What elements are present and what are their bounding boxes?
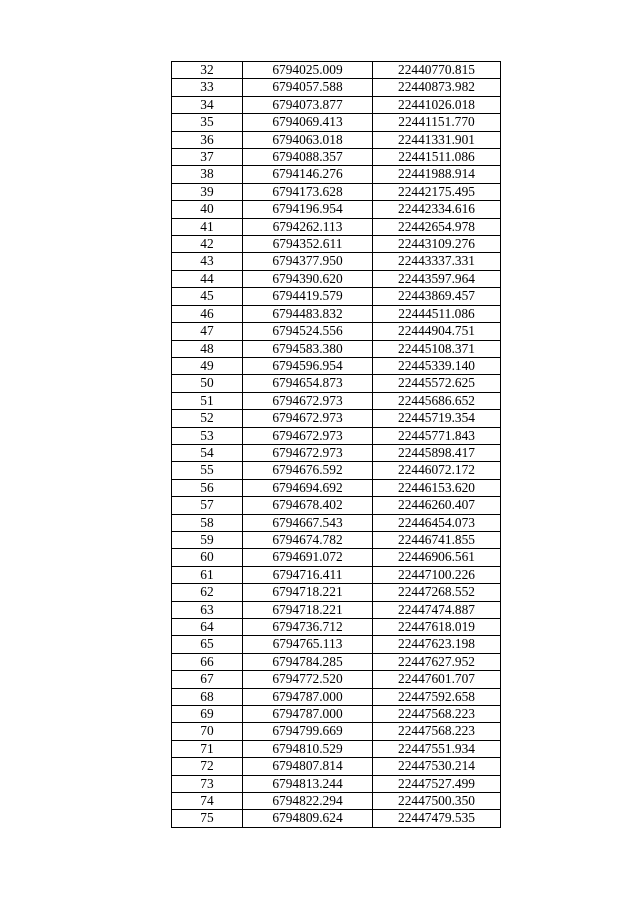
table-row [172, 392, 501, 409]
point-number-cell: 53 [172, 427, 243, 444]
table-row [172, 758, 501, 775]
x-coordinate-cell: 6794390.620 [243, 270, 373, 287]
table-row [172, 236, 501, 253]
table-row [172, 671, 501, 688]
point-number-cell: 63 [172, 601, 243, 618]
table-row [172, 740, 501, 757]
x-coordinate-cell: 6794718.221 [243, 601, 373, 618]
table-row [172, 427, 501, 444]
x-coordinate-cell: 6794088.357 [243, 149, 373, 166]
table-row [172, 462, 501, 479]
table-row [172, 514, 501, 531]
x-coordinate-cell: 6794765.113 [243, 636, 373, 653]
x-coordinate-cell: 6794787.000 [243, 688, 373, 705]
point-number-cell: 73 [172, 775, 243, 792]
y-coordinate-cell: 22447551.934 [373, 740, 501, 757]
y-coordinate-cell: 22445108.371 [373, 340, 501, 357]
x-coordinate-cell: 6794807.814 [243, 758, 373, 775]
point-number-cell: 70 [172, 723, 243, 740]
table-row [172, 375, 501, 392]
point-number-cell: 71 [172, 740, 243, 757]
y-coordinate-cell: 22447568.223 [373, 723, 501, 740]
y-coordinate-cell: 22441151.770 [373, 114, 501, 131]
point-number-cell: 46 [172, 305, 243, 322]
y-coordinate-cell: 22447601.707 [373, 671, 501, 688]
point-number-cell: 65 [172, 636, 243, 653]
point-number-cell: 72 [172, 758, 243, 775]
y-coordinate-cell: 22446072.172 [373, 462, 501, 479]
y-coordinate-cell: 22443109.276 [373, 236, 501, 253]
x-coordinate-cell: 6794483.832 [243, 305, 373, 322]
y-coordinate-cell: 22447268.552 [373, 584, 501, 601]
x-coordinate-cell: 6794377.950 [243, 253, 373, 270]
point-number-cell: 54 [172, 444, 243, 461]
point-number-cell: 57 [172, 497, 243, 514]
table-row [172, 619, 501, 636]
x-coordinate-cell: 6794822.294 [243, 793, 373, 810]
point-number-cell: 49 [172, 357, 243, 374]
point-number-cell: 69 [172, 706, 243, 723]
x-coordinate-cell: 6794799.669 [243, 723, 373, 740]
x-coordinate-cell: 6794196.954 [243, 201, 373, 218]
y-coordinate-cell: 22447500.350 [373, 793, 501, 810]
table-row [172, 531, 501, 548]
y-coordinate-cell: 22445572.625 [373, 375, 501, 392]
table-row [172, 114, 501, 131]
y-coordinate-cell: 22442654.978 [373, 218, 501, 235]
y-coordinate-cell: 22446454.073 [373, 514, 501, 531]
point-number-cell: 55 [172, 462, 243, 479]
y-coordinate-cell: 22447100.226 [373, 566, 501, 583]
x-coordinate-cell: 6794736.712 [243, 619, 373, 636]
x-coordinate-cell: 6794716.411 [243, 566, 373, 583]
point-number-cell: 60 [172, 549, 243, 566]
y-coordinate-cell: 22445771.843 [373, 427, 501, 444]
point-number-cell: 47 [172, 323, 243, 340]
point-number-cell: 67 [172, 671, 243, 688]
table-row [172, 706, 501, 723]
table-row [172, 775, 501, 792]
point-number-cell: 66 [172, 653, 243, 670]
x-coordinate-cell: 6794784.285 [243, 653, 373, 670]
point-number-cell: 59 [172, 531, 243, 548]
point-number-cell: 62 [172, 584, 243, 601]
x-coordinate-cell: 6794583.380 [243, 340, 373, 357]
y-coordinate-cell: 22441331.901 [373, 131, 501, 148]
table-row [172, 305, 501, 322]
table-row [172, 79, 501, 96]
point-number-cell: 41 [172, 218, 243, 235]
point-number-cell: 50 [172, 375, 243, 392]
table-row [172, 723, 501, 740]
y-coordinate-cell: 22442334.616 [373, 201, 501, 218]
x-coordinate-cell: 6794063.018 [243, 131, 373, 148]
x-coordinate-cell: 6794672.973 [243, 410, 373, 427]
point-number-cell: 61 [172, 566, 243, 583]
table-row [172, 149, 501, 166]
x-coordinate-cell: 6794262.113 [243, 218, 373, 235]
x-coordinate-cell: 6794813.244 [243, 775, 373, 792]
x-coordinate-cell: 6794694.692 [243, 479, 373, 496]
point-number-cell: 32 [172, 62, 243, 79]
table-row [172, 410, 501, 427]
point-number-cell: 43 [172, 253, 243, 270]
y-coordinate-cell: 22444511.086 [373, 305, 501, 322]
point-number-cell: 39 [172, 183, 243, 200]
table-row [172, 549, 501, 566]
table-row [172, 497, 501, 514]
x-coordinate-cell: 6794672.973 [243, 427, 373, 444]
table-row [172, 444, 501, 461]
y-coordinate-cell: 22447568.223 [373, 706, 501, 723]
y-coordinate-cell: 22441511.086 [373, 149, 501, 166]
x-coordinate-cell: 6794419.579 [243, 288, 373, 305]
table-row [172, 636, 501, 653]
point-number-cell: 40 [172, 201, 243, 218]
x-coordinate-cell: 6794173.628 [243, 183, 373, 200]
y-coordinate-cell: 22445686.652 [373, 392, 501, 409]
y-coordinate-cell: 22446906.561 [373, 549, 501, 566]
y-coordinate-cell: 22447592.658 [373, 688, 501, 705]
x-coordinate-cell: 6794718.221 [243, 584, 373, 601]
table-row [172, 357, 501, 374]
x-coordinate-cell: 6794667.543 [243, 514, 373, 531]
table-row [172, 183, 501, 200]
y-coordinate-cell: 22447627.952 [373, 653, 501, 670]
y-coordinate-cell: 22442175.495 [373, 183, 501, 200]
table-row [172, 688, 501, 705]
point-number-cell: 35 [172, 114, 243, 131]
table-row [172, 566, 501, 583]
point-number-cell: 34 [172, 96, 243, 113]
table-row [172, 253, 501, 270]
point-number-cell: 64 [172, 619, 243, 636]
x-coordinate-cell: 6794672.973 [243, 444, 373, 461]
y-coordinate-cell: 22443597.964 [373, 270, 501, 287]
x-coordinate-cell: 6794352.611 [243, 236, 373, 253]
point-number-cell: 52 [172, 410, 243, 427]
y-coordinate-cell: 22443337.331 [373, 253, 501, 270]
point-number-cell: 51 [172, 392, 243, 409]
table-row [172, 131, 501, 148]
table-row [172, 166, 501, 183]
table-row [172, 340, 501, 357]
point-number-cell: 38 [172, 166, 243, 183]
y-coordinate-cell: 22443869.457 [373, 288, 501, 305]
table-row [172, 270, 501, 287]
table-row [172, 479, 501, 496]
x-coordinate-cell: 6794654.873 [243, 375, 373, 392]
y-coordinate-cell: 22446260.407 [373, 497, 501, 514]
x-coordinate-cell: 6794676.592 [243, 462, 373, 479]
coordinates-table-body [172, 62, 501, 828]
table-row [172, 323, 501, 340]
y-coordinate-cell: 22445719.354 [373, 410, 501, 427]
y-coordinate-cell: 22441026.018 [373, 96, 501, 113]
table-row [172, 810, 501, 827]
point-number-cell: 48 [172, 340, 243, 357]
table-row [172, 653, 501, 670]
x-coordinate-cell: 6794691.072 [243, 549, 373, 566]
table-row [172, 793, 501, 810]
table-row [172, 62, 501, 79]
table-row [172, 601, 501, 618]
table-row [172, 96, 501, 113]
x-coordinate-cell: 6794146.276 [243, 166, 373, 183]
x-coordinate-cell: 6794772.520 [243, 671, 373, 688]
point-number-cell: 74 [172, 793, 243, 810]
point-number-cell: 75 [172, 810, 243, 827]
y-coordinate-cell: 22440770.815 [373, 62, 501, 79]
x-coordinate-cell: 6794025.009 [243, 62, 373, 79]
y-coordinate-cell: 22441988.914 [373, 166, 501, 183]
coordinates-table [171, 61, 501, 828]
point-number-cell: 58 [172, 514, 243, 531]
point-number-cell: 42 [172, 236, 243, 253]
x-coordinate-cell: 6794069.413 [243, 114, 373, 131]
y-coordinate-cell: 22447618.019 [373, 619, 501, 636]
y-coordinate-cell: 22445898.417 [373, 444, 501, 461]
table-row [172, 201, 501, 218]
y-coordinate-cell: 22447474.887 [373, 601, 501, 618]
x-coordinate-cell: 6794057.588 [243, 79, 373, 96]
y-coordinate-cell: 22447479.535 [373, 810, 501, 827]
y-coordinate-cell: 22446741.855 [373, 531, 501, 548]
point-number-cell: 37 [172, 149, 243, 166]
point-number-cell: 36 [172, 131, 243, 148]
x-coordinate-cell: 6794524.556 [243, 323, 373, 340]
point-number-cell: 45 [172, 288, 243, 305]
x-coordinate-cell: 6794810.529 [243, 740, 373, 757]
y-coordinate-cell: 22445339.140 [373, 357, 501, 374]
point-number-cell: 33 [172, 79, 243, 96]
y-coordinate-cell: 22447530.214 [373, 758, 501, 775]
point-number-cell: 68 [172, 688, 243, 705]
table-row [172, 218, 501, 235]
x-coordinate-cell: 6794678.402 [243, 497, 373, 514]
x-coordinate-cell: 6794674.782 [243, 531, 373, 548]
y-coordinate-cell: 22446153.620 [373, 479, 501, 496]
x-coordinate-cell: 6794073.877 [243, 96, 373, 113]
table-row [172, 288, 501, 305]
x-coordinate-cell: 6794672.973 [243, 392, 373, 409]
point-number-cell: 44 [172, 270, 243, 287]
x-coordinate-cell: 6794787.000 [243, 706, 373, 723]
y-coordinate-cell: 22440873.982 [373, 79, 501, 96]
point-number-cell: 56 [172, 479, 243, 496]
x-coordinate-cell: 6794809.624 [243, 810, 373, 827]
x-coordinate-cell: 6794596.954 [243, 357, 373, 374]
y-coordinate-cell: 22447623.198 [373, 636, 501, 653]
y-coordinate-cell: 22444904.751 [373, 323, 501, 340]
y-coordinate-cell: 22447527.499 [373, 775, 501, 792]
table-row [172, 584, 501, 601]
